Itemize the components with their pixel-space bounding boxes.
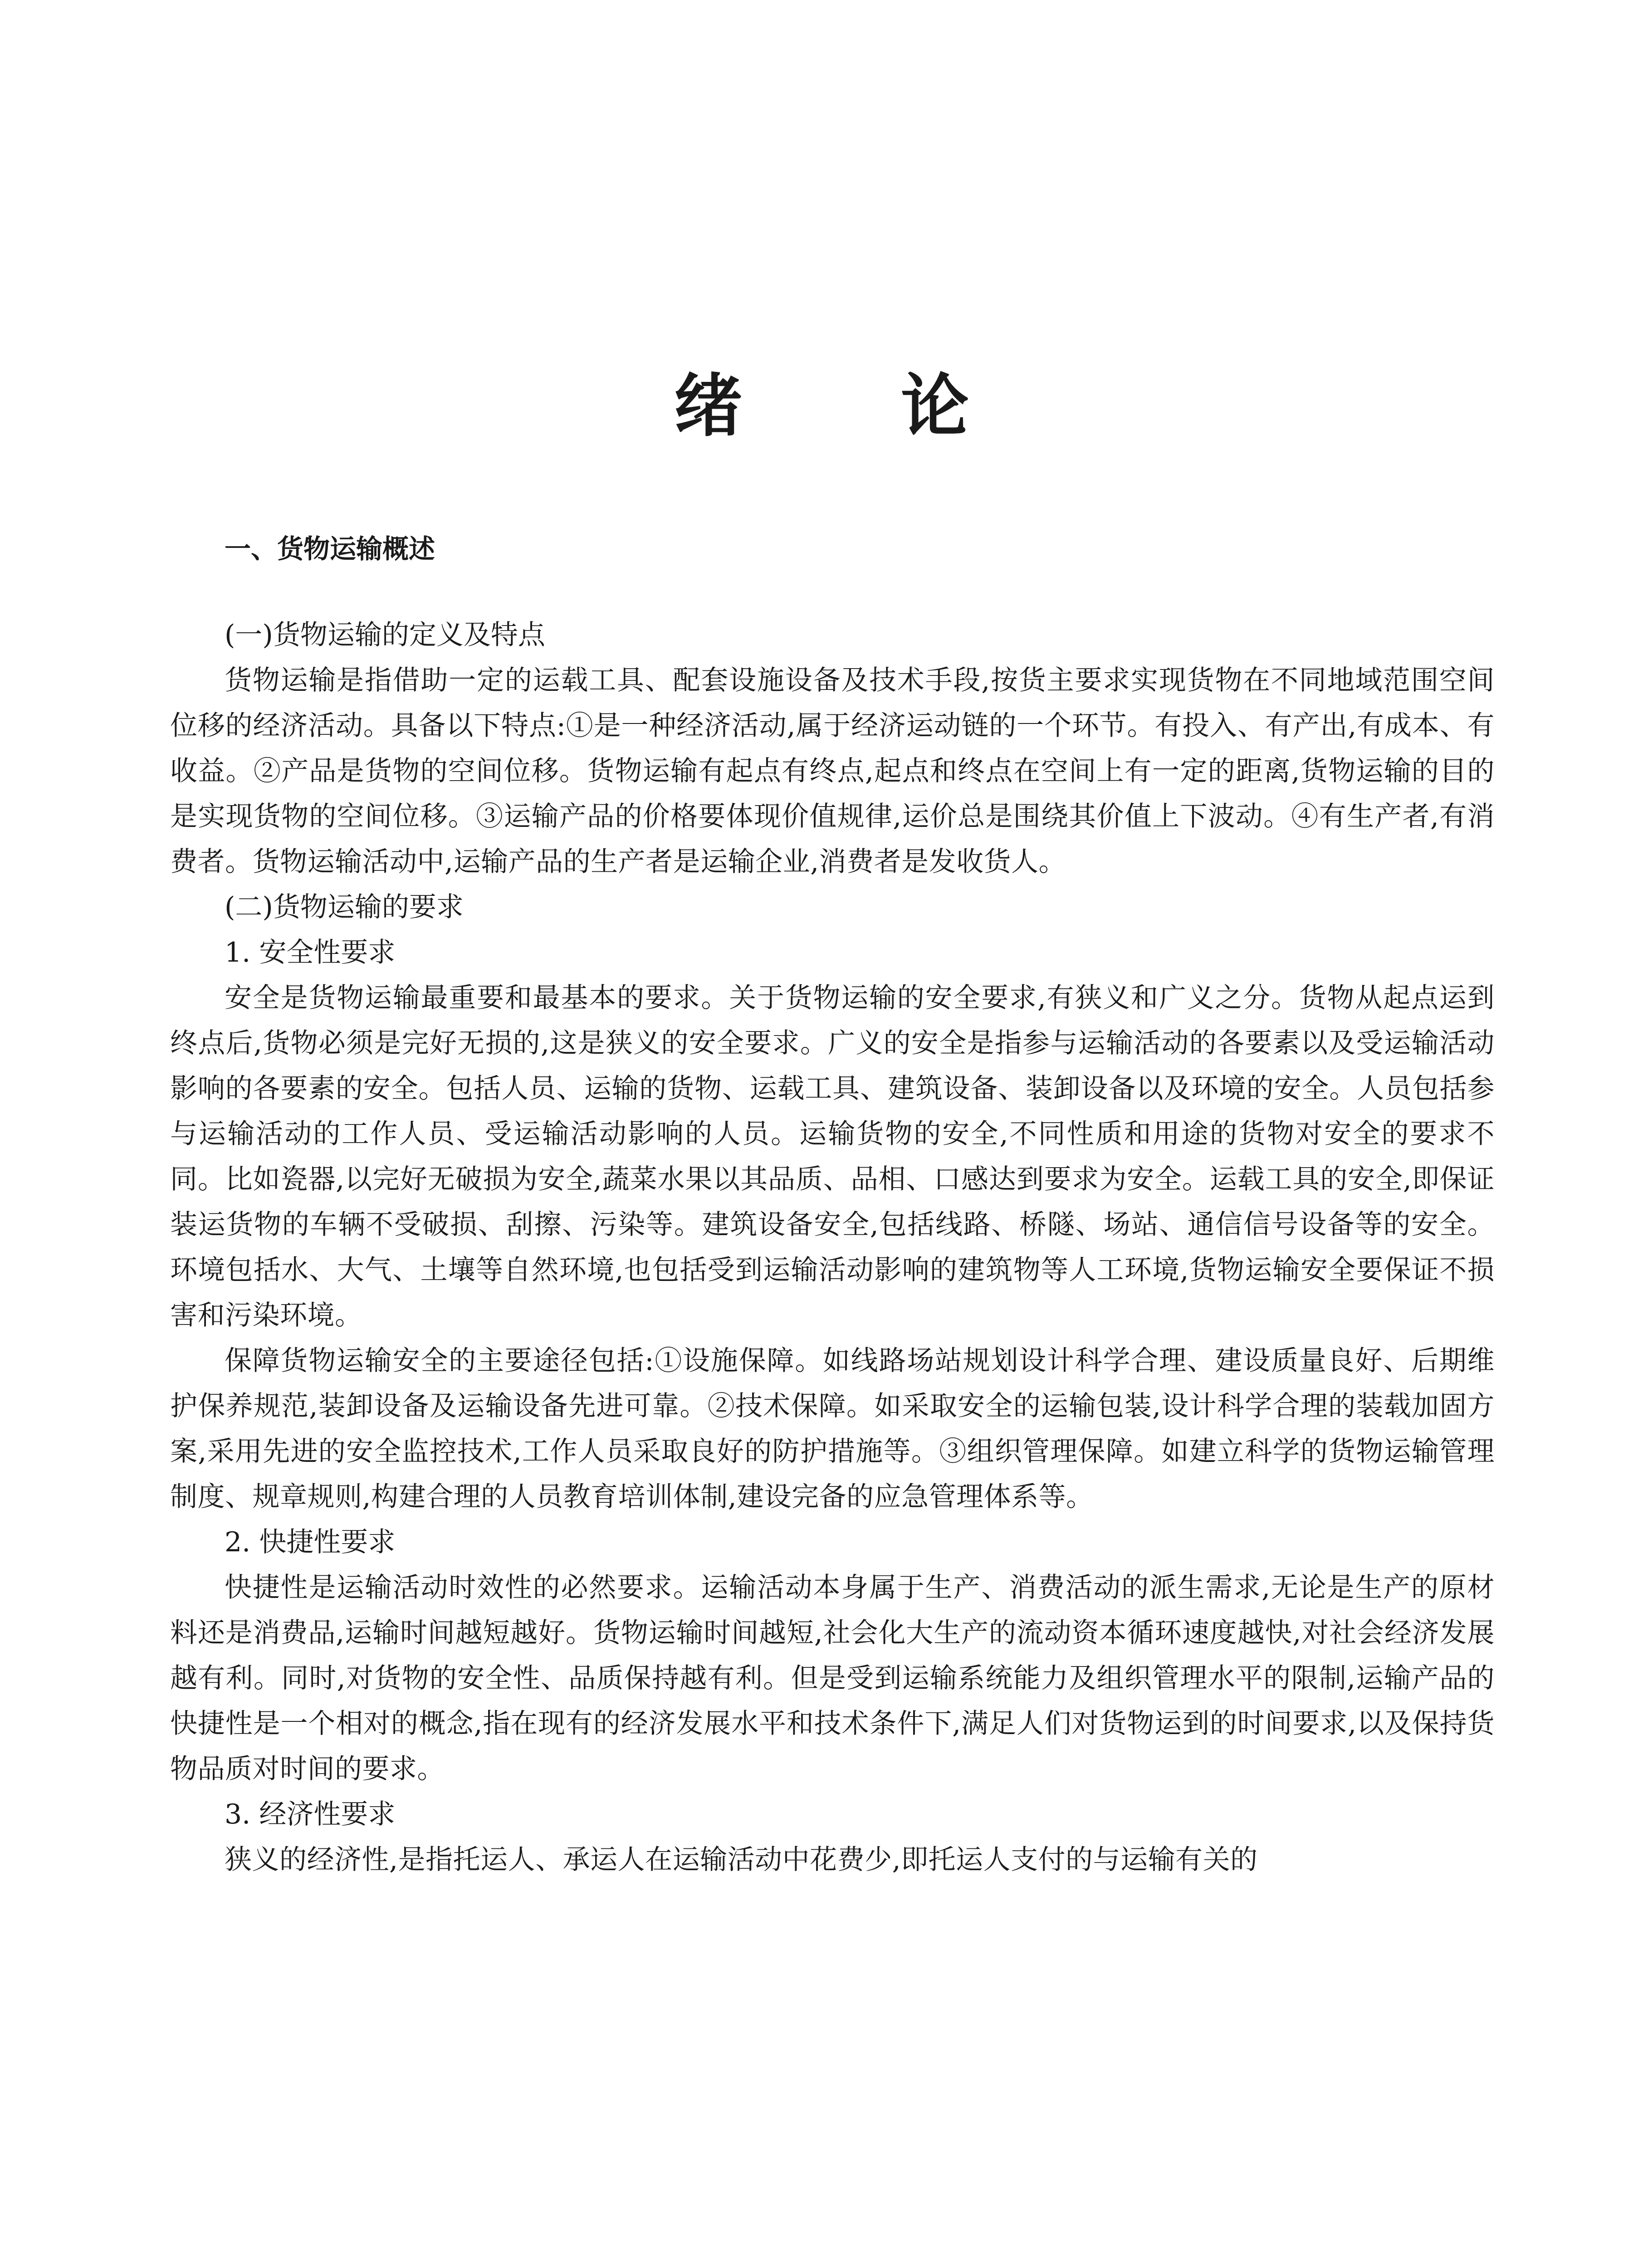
paragraph-speed: 快捷性是运输活动时效性的必然要求。运输活动本身属于生产、消费活动的派生需求,无论是生产的原材料还是消费品,运输时间越短越好。货物运输时间越短,社会化大生产的流动资本循环速度越快,对社会经济发展越有利。同时,对货物的安全性、品质保持越有利。但是受到运输系统能力及组织管理水平的限制,运输产品的快捷性是一个相对的概念,指在现有的经济发展水平和技术条件下,满足人们对货物运到的时间要求,以及保持货物品质对时间的要求。 <box>170 1572 1495 1785</box>
paragraph-economy: 狭义的经济性,是指托运人、承运人在运输活动中花费少,即托运人支付的与运输有关的 <box>225 1844 1258 1876</box>
paragraph-safety: 安全是货物运输最重要和最基本的要求。关于货物运输的安全要求,有狭义和广义之分。货物从起点运到终点后,货物必须是完好无损的,这是狭义的安全要求。广义的安全是指参与运输活动的各要素以及受运输活动影响的各要素的安全。包括人员、运输的货物、运载工具、建筑设备、装卸设备以及环境的安全。人员包括参与运输活动的工作人员、受运输活动影响的人员。运输货物的安全,不同性质和用途的货物对安全的要求不同。比如瓷器,以完好无破损为安全,蔬菜水果以其品质、品相、口感达到要求为安全。运载工具的安全,即保证装运货物的车辆不受破损、刮擦、污染等。建筑设备安全,包括线路、桥隧、场站、通信信号设备等的安全。环境包括水、大气、土壤等自然环境,也包括受到运输活动影响的建筑物等人工环境,货物运输安全要保证不损害和污染环境。 <box>170 982 1495 1331</box>
item-heading-safety: 1. 安全性要求 <box>225 937 396 968</box>
paragraph-definition: 货物运输是指借助一定的运载工具、配套设施设备及技术手段,按货主要求实现货物在不同地域范围空间位移的经济活动。具备以下特点:①是一种经济活动,属于经济运动链的一个环节。有投入、有产出,有成本、有收益。②产品是货物的空间位移。货物运输有起点有终点,起点和终点在空间上有一定的距离,货物运输的目的是实现货物的空间位移。③运输产品的价格要体现价值规律,运价总是围绕其价值上下波动。④有生产者,有消费者。货物运输活动中,运输产品的生产者是运输企业,消费者是发收货人。 <box>170 665 1495 878</box>
paragraph-safety-measures: 保障货物运输安全的主要途径包括:①设施保障。如线路场站规划设计科学合理、建设质量良好、后期维护保养规范,装卸设备及运输设备先进可靠。②技术保障。如采取安全的运输包装,设计科学合理的装载加固方案,采用先进的安全监控技术,工作人员采取良好的防护措施等。③组织管理保障。如建立科学的货物运输管理制度、规章规则,构建合理的人员教育培训体制,建设完备的应急管理体系等。 <box>170 1345 1495 1513</box>
item-heading-speed: 2. 快捷性要求 <box>225 1526 396 1558</box>
subsection-heading-definition: (一)货物运输的定义及特点 <box>225 619 545 651</box>
item-heading-economy: 3. 经济性要求 <box>225 1799 396 1830</box>
section-heading: 一、货物运输概述 <box>225 533 435 564</box>
chapter-title: 绪论 <box>674 366 1128 446</box>
subsection-heading-requirements: (二)货物运输的要求 <box>225 891 464 923</box>
page-body <box>170 517 1495 1882</box>
